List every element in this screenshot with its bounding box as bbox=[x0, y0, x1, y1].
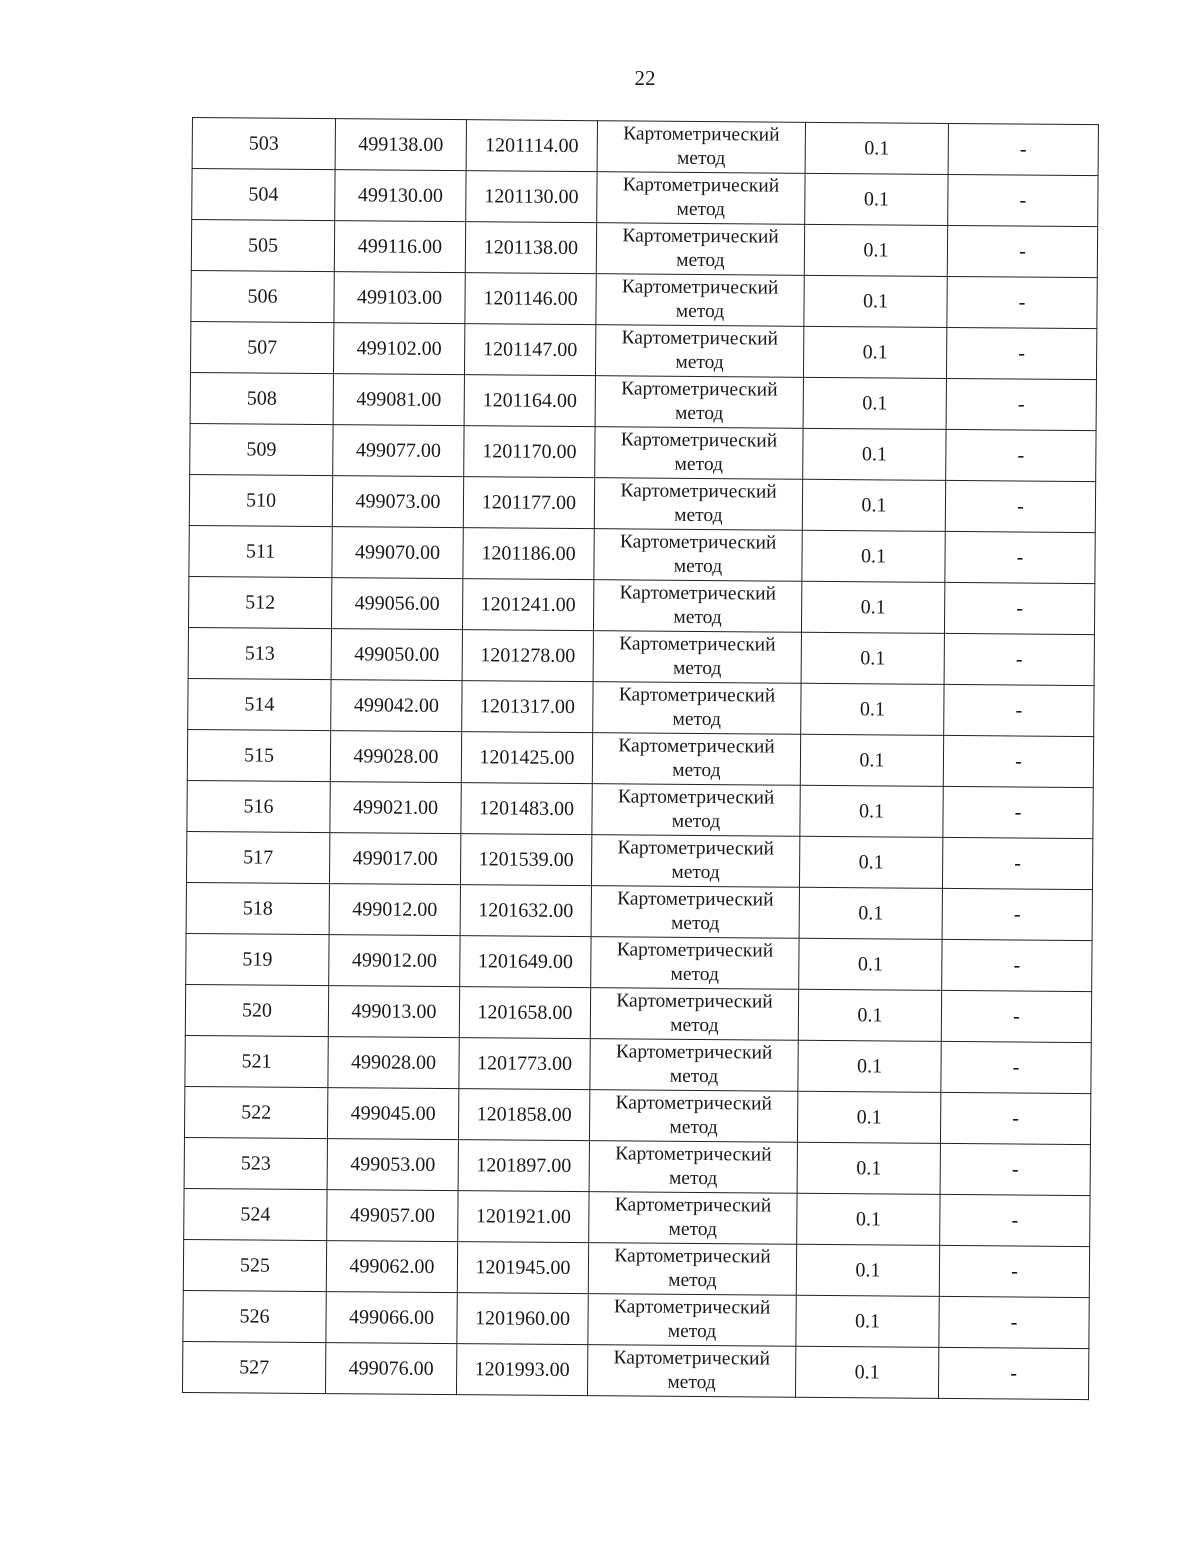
method-cell bbox=[597, 172, 805, 225]
coordinates-table-wrapper bbox=[182, 117, 1098, 1400]
method-line-1: Картометрический bbox=[619, 633, 776, 656]
y-coordinate-cell: 1201425.00 bbox=[461, 732, 592, 784]
method-line-2: метод bbox=[672, 759, 721, 782]
y-coordinate-cell: 1201483.00 bbox=[461, 783, 592, 835]
method-cell bbox=[591, 937, 799, 990]
table-row bbox=[186, 831, 1092, 889]
method-cell bbox=[593, 682, 801, 735]
method-line-1: Картометрический bbox=[621, 327, 779, 350]
note-cell: - bbox=[940, 1092, 1090, 1144]
accuracy-cell: 0.1 bbox=[798, 989, 941, 1041]
table-row bbox=[192, 169, 1098, 227]
point-number-cell: 526 bbox=[183, 1290, 326, 1342]
table-row bbox=[188, 576, 1094, 634]
table-row bbox=[189, 525, 1095, 583]
point-number-cell: 511 bbox=[189, 525, 332, 577]
y-coordinate-cell: 1201138.00 bbox=[465, 222, 596, 274]
method-line-1: Картометрический bbox=[613, 1347, 771, 1370]
table-row bbox=[186, 882, 1092, 940]
table-row bbox=[190, 423, 1096, 481]
method-cell bbox=[592, 733, 800, 786]
accuracy-cell: 0.1 bbox=[804, 224, 947, 276]
table-row bbox=[190, 372, 1096, 430]
method-cell bbox=[591, 886, 799, 939]
x-coordinate-cell: 499077.00 bbox=[333, 425, 464, 477]
method-line-1: Картометрический bbox=[618, 735, 775, 758]
table-body bbox=[182, 118, 1098, 1400]
method-line-1: Картометрический bbox=[623, 123, 780, 146]
method-line-1: Картометрический bbox=[616, 990, 773, 1013]
table-row bbox=[188, 627, 1094, 685]
table-row bbox=[188, 678, 1094, 736]
table-row bbox=[187, 729, 1093, 787]
accuracy-cell: 0.1 bbox=[800, 785, 943, 837]
note-cell: - bbox=[941, 1041, 1091, 1093]
method-line-2: метод bbox=[670, 1014, 719, 1037]
method-line-2: метод bbox=[668, 1269, 717, 1292]
method-line-1: Картометрический bbox=[622, 225, 779, 248]
accuracy-cell: 0.1 bbox=[805, 122, 948, 174]
point-number-cell: 517 bbox=[186, 831, 329, 883]
coordinates-table bbox=[182, 117, 1099, 1400]
table-row bbox=[183, 1239, 1089, 1297]
point-number-cell: 505 bbox=[191, 220, 334, 272]
table-row bbox=[186, 933, 1092, 991]
x-coordinate-cell: 499057.00 bbox=[327, 1190, 458, 1242]
note-cell: - bbox=[944, 633, 1094, 685]
point-number-cell: 516 bbox=[187, 780, 330, 832]
method-line-2: метод bbox=[674, 504, 723, 527]
x-coordinate-cell: 499056.00 bbox=[331, 578, 462, 630]
table-row bbox=[187, 780, 1093, 838]
method-line-2: метод bbox=[668, 1218, 718, 1241]
method-cell bbox=[597, 121, 805, 174]
table-row bbox=[192, 118, 1098, 176]
x-coordinate-cell: 499028.00 bbox=[330, 731, 461, 783]
accuracy-cell: 0.1 bbox=[797, 1193, 940, 1245]
accuracy-cell: 0.1 bbox=[801, 632, 944, 684]
table-row bbox=[185, 1035, 1091, 1093]
method-cell bbox=[594, 478, 802, 531]
method-line-1: Картометрический bbox=[615, 1143, 772, 1166]
x-coordinate-cell: 499081.00 bbox=[333, 374, 464, 426]
method-line-2: метод bbox=[675, 300, 725, 323]
method-cell bbox=[591, 835, 799, 888]
method-cell bbox=[593, 580, 801, 633]
y-coordinate-cell: 1201993.00 bbox=[456, 1344, 587, 1396]
y-coordinate-cell: 1201278.00 bbox=[462, 630, 593, 682]
method-cell bbox=[589, 1192, 797, 1245]
accuracy-cell: 0.1 bbox=[797, 1142, 940, 1194]
method-cell bbox=[589, 1141, 797, 1194]
method-line-1: Картометрический bbox=[615, 1041, 773, 1064]
accuracy-cell: 0.1 bbox=[798, 1040, 941, 1092]
note-cell: - bbox=[942, 837, 1092, 889]
page-number: 22 bbox=[634, 66, 656, 90]
note-cell: - bbox=[940, 1143, 1090, 1195]
method-line-2: метод bbox=[670, 912, 720, 935]
note-cell: - bbox=[942, 939, 1092, 991]
method-cell bbox=[590, 988, 798, 1041]
method-line-1: Картометрический bbox=[615, 1092, 773, 1115]
table-row bbox=[185, 984, 1091, 1042]
accuracy-cell: 0.1 bbox=[802, 479, 945, 531]
note-cell: - bbox=[941, 990, 1091, 1042]
note-cell: - bbox=[940, 1194, 1090, 1246]
x-coordinate-cell: 499021.00 bbox=[330, 782, 461, 834]
point-number-cell: 510 bbox=[189, 474, 332, 526]
accuracy-cell: 0.1 bbox=[799, 887, 942, 939]
accuracy-cell: 0.1 bbox=[796, 1244, 939, 1296]
method-line-1: Картометрический bbox=[620, 480, 777, 503]
y-coordinate-cell: 1201960.00 bbox=[457, 1293, 588, 1345]
x-coordinate-cell: 499012.00 bbox=[329, 884, 460, 936]
point-number-cell: 507 bbox=[190, 321, 333, 373]
x-coordinate-cell: 499138.00 bbox=[335, 119, 466, 171]
note-cell: - bbox=[946, 429, 1096, 481]
method-line-1: Картометрический bbox=[622, 174, 780, 197]
method-cell bbox=[588, 1294, 796, 1347]
accuracy-cell: 0.1 bbox=[803, 377, 946, 429]
x-coordinate-cell: 499017.00 bbox=[329, 833, 460, 885]
accuracy-cell: 0.1 bbox=[799, 836, 942, 888]
note-cell: - bbox=[946, 327, 1096, 379]
point-number-cell: 513 bbox=[188, 627, 331, 679]
accuracy-cell: 0.1 bbox=[799, 938, 942, 990]
table-row bbox=[189, 474, 1095, 532]
table-row bbox=[184, 1086, 1090, 1144]
y-coordinate-cell: 1201147.00 bbox=[464, 324, 595, 376]
method-line-2: метод bbox=[674, 402, 724, 425]
method-line-2: метод bbox=[672, 708, 722, 731]
method-cell bbox=[595, 427, 803, 480]
note-cell: - bbox=[939, 1245, 1089, 1297]
method-line-2: метод bbox=[676, 249, 725, 272]
method-cell bbox=[596, 223, 804, 276]
method-line-2: метод bbox=[668, 1167, 718, 1190]
method-cell bbox=[590, 1039, 798, 1092]
method-line-2: метод bbox=[671, 810, 721, 833]
y-coordinate-cell: 1201649.00 bbox=[460, 936, 591, 988]
table-row bbox=[191, 270, 1097, 328]
x-coordinate-cell: 499028.00 bbox=[328, 1037, 459, 1089]
table-row bbox=[183, 1290, 1089, 1348]
y-coordinate-cell: 1201114.00 bbox=[466, 120, 597, 172]
accuracy-cell: 0.1 bbox=[797, 1091, 940, 1143]
method-cell bbox=[593, 631, 801, 684]
table-row bbox=[182, 1341, 1088, 1399]
x-coordinate-cell: 499062.00 bbox=[326, 1241, 457, 1293]
method-line-2: метод bbox=[670, 963, 720, 986]
y-coordinate-cell: 1201921.00 bbox=[458, 1191, 589, 1243]
method-line-2: метод bbox=[674, 453, 724, 476]
note-cell: - bbox=[945, 531, 1095, 583]
note-cell: - bbox=[945, 480, 1095, 532]
method-line-1: Картометрический bbox=[620, 429, 778, 452]
y-coordinate-cell: 1201130.00 bbox=[466, 171, 597, 223]
y-coordinate-cell: 1201146.00 bbox=[465, 273, 596, 325]
y-coordinate-cell: 1201170.00 bbox=[464, 426, 595, 478]
method-line-2: метод bbox=[676, 198, 726, 221]
note-cell: - bbox=[943, 735, 1093, 787]
method-line-1: Картометрический bbox=[618, 684, 776, 707]
method-line-1: Картометрический bbox=[619, 531, 777, 554]
method-line-1: Картометрический bbox=[621, 378, 778, 401]
point-number-cell: 503 bbox=[192, 118, 335, 170]
method-line-2: метод bbox=[673, 555, 723, 578]
point-number-cell: 518 bbox=[186, 882, 329, 934]
method-line-2: метод bbox=[667, 1371, 716, 1394]
y-coordinate-cell: 1201177.00 bbox=[463, 477, 594, 529]
method-line-1: Картометрический bbox=[614, 1194, 772, 1217]
y-coordinate-cell: 1201773.00 bbox=[459, 1038, 590, 1090]
accuracy-cell: 0.1 bbox=[803, 428, 946, 480]
point-number-cell: 504 bbox=[192, 169, 335, 221]
accuracy-cell: 0.1 bbox=[802, 530, 945, 582]
method-cell bbox=[588, 1243, 796, 1296]
x-coordinate-cell: 499116.00 bbox=[334, 221, 465, 273]
table-row bbox=[184, 1188, 1090, 1246]
method-line-1: Картометрический bbox=[617, 837, 775, 860]
x-coordinate-cell: 499050.00 bbox=[331, 629, 462, 681]
point-number-cell: 506 bbox=[191, 270, 334, 322]
point-number-cell: 522 bbox=[184, 1086, 327, 1138]
y-coordinate-cell: 1201539.00 bbox=[460, 834, 591, 886]
x-coordinate-cell: 499042.00 bbox=[331, 680, 462, 732]
note-cell: - bbox=[938, 1347, 1088, 1399]
y-coordinate-cell: 1201241.00 bbox=[462, 579, 593, 631]
x-coordinate-cell: 499070.00 bbox=[332, 527, 463, 579]
point-number-cell: 512 bbox=[188, 576, 331, 628]
note-cell: - bbox=[948, 123, 1098, 175]
method-line-1: Картометрический bbox=[621, 276, 779, 299]
method-cell bbox=[587, 1345, 795, 1398]
point-number-cell: 527 bbox=[182, 1341, 325, 1393]
x-coordinate-cell: 499073.00 bbox=[332, 476, 463, 528]
method-line-2: метод bbox=[669, 1065, 719, 1088]
method-line-2: метод bbox=[672, 657, 722, 680]
method-cell bbox=[594, 529, 802, 582]
method-cell bbox=[592, 784, 800, 837]
y-coordinate-cell: 1201164.00 bbox=[464, 375, 595, 427]
y-coordinate-cell: 1201186.00 bbox=[463, 528, 594, 580]
note-cell: - bbox=[943, 786, 1093, 838]
point-number-cell: 520 bbox=[185, 984, 328, 1036]
note-cell: - bbox=[944, 582, 1094, 634]
method-line-2: метод bbox=[671, 861, 720, 884]
x-coordinate-cell: 499103.00 bbox=[334, 272, 465, 324]
y-coordinate-cell: 1201858.00 bbox=[458, 1089, 589, 1141]
x-coordinate-cell: 499012.00 bbox=[329, 935, 460, 987]
table-row bbox=[190, 321, 1096, 379]
table-row bbox=[184, 1137, 1090, 1195]
note-cell: - bbox=[942, 888, 1092, 940]
accuracy-cell: 0.1 bbox=[800, 734, 943, 786]
y-coordinate-cell: 1201317.00 bbox=[462, 681, 593, 733]
note-cell: - bbox=[944, 684, 1094, 736]
method-cell bbox=[595, 325, 803, 378]
method-line-1: Картометрический bbox=[619, 582, 777, 605]
x-coordinate-cell: 499053.00 bbox=[327, 1139, 458, 1191]
accuracy-cell: 0.1 bbox=[803, 326, 946, 378]
accuracy-cell: 0.1 bbox=[805, 173, 948, 225]
y-coordinate-cell: 1201632.00 bbox=[460, 885, 591, 937]
method-line-1: Картометрический bbox=[613, 1296, 771, 1319]
method-line-2: метод bbox=[669, 1116, 718, 1139]
note-cell: - bbox=[947, 276, 1097, 328]
x-coordinate-cell: 499013.00 bbox=[328, 986, 459, 1038]
point-number-cell: 524 bbox=[184, 1188, 327, 1240]
method-line-2: метод bbox=[667, 1320, 717, 1343]
method-line-2: метод bbox=[673, 606, 722, 629]
note-cell: - bbox=[939, 1296, 1089, 1348]
accuracy-cell: 0.1 bbox=[804, 275, 947, 327]
note-cell: - bbox=[946, 378, 1096, 430]
note-cell: - bbox=[947, 225, 1097, 277]
method-line-1: Картометрический bbox=[616, 939, 774, 962]
accuracy-cell: 0.1 bbox=[795, 1346, 938, 1398]
method-line-2: метод bbox=[676, 147, 726, 170]
method-line-2: метод bbox=[675, 351, 724, 374]
table-row bbox=[191, 220, 1097, 278]
method-line-1: Картометрический bbox=[617, 888, 774, 911]
method-cell bbox=[595, 376, 803, 429]
accuracy-cell: 0.1 bbox=[796, 1295, 939, 1347]
x-coordinate-cell: 499102.00 bbox=[333, 323, 464, 375]
x-coordinate-cell: 499045.00 bbox=[327, 1088, 458, 1140]
method-line-1: Картометрический bbox=[614, 1245, 771, 1268]
note-cell: - bbox=[948, 174, 1098, 226]
method-cell bbox=[589, 1090, 797, 1143]
x-coordinate-cell: 499076.00 bbox=[325, 1343, 456, 1395]
point-number-cell: 521 bbox=[185, 1035, 328, 1087]
y-coordinate-cell: 1201897.00 bbox=[458, 1140, 589, 1192]
accuracy-cell: 0.1 bbox=[801, 683, 944, 735]
point-number-cell: 508 bbox=[190, 372, 333, 424]
method-cell bbox=[596, 274, 804, 327]
point-number-cell: 514 bbox=[188, 678, 331, 730]
point-number-cell: 525 bbox=[183, 1239, 326, 1291]
y-coordinate-cell: 1201945.00 bbox=[457, 1242, 588, 1294]
point-number-cell: 509 bbox=[190, 423, 333, 475]
method-line-1: Картометрический bbox=[617, 786, 775, 809]
point-number-cell: 519 bbox=[186, 933, 329, 985]
x-coordinate-cell: 499066.00 bbox=[326, 1292, 457, 1344]
x-coordinate-cell: 499130.00 bbox=[335, 170, 466, 222]
y-coordinate-cell: 1201658.00 bbox=[459, 987, 590, 1039]
point-number-cell: 523 bbox=[184, 1137, 327, 1189]
accuracy-cell: 0.1 bbox=[801, 581, 944, 633]
point-number-cell: 515 bbox=[187, 729, 330, 781]
